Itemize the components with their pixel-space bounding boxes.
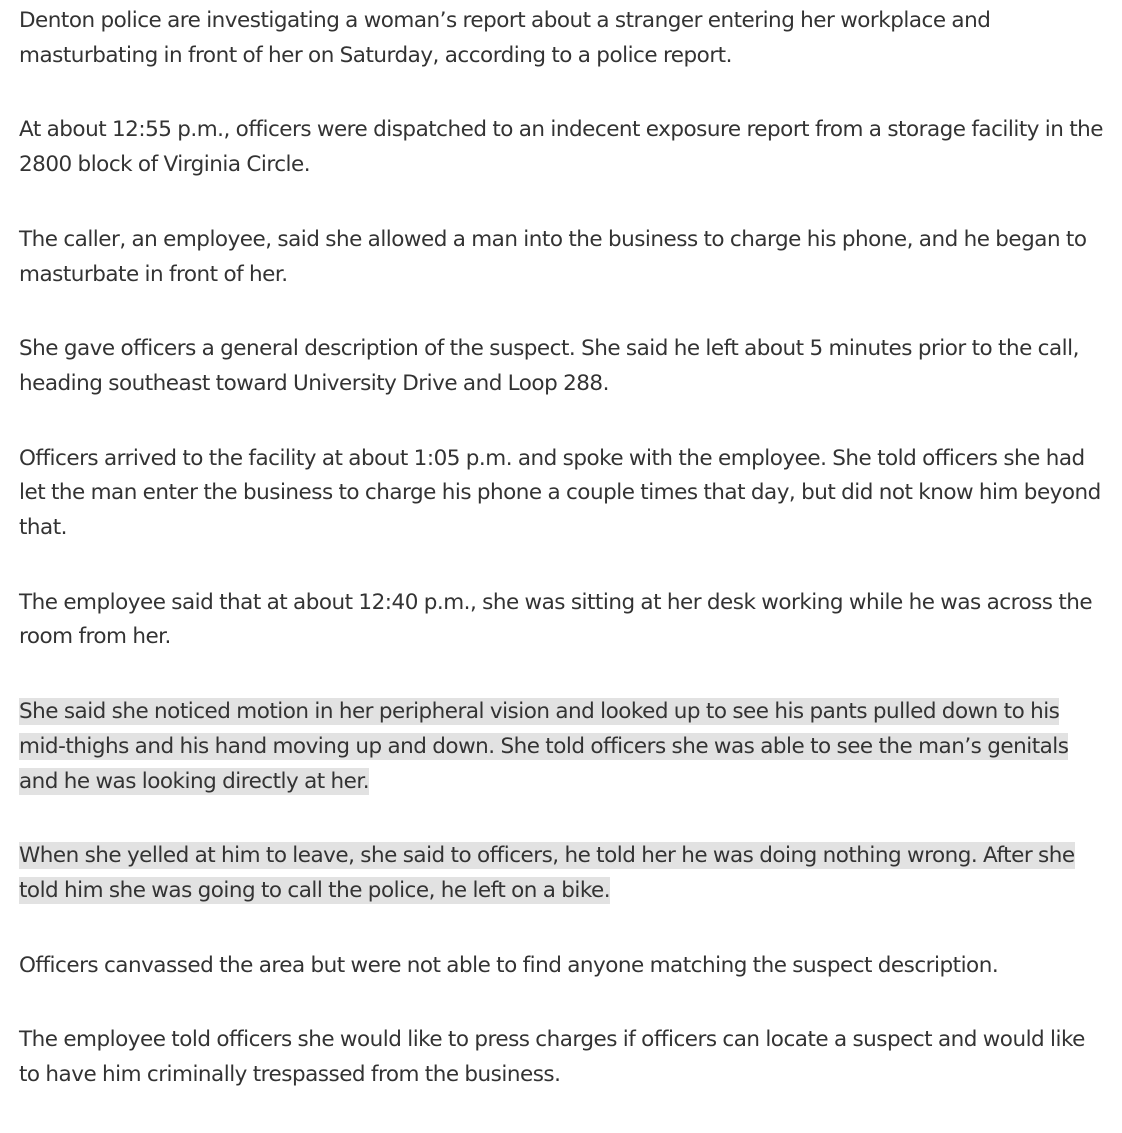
paragraph-text: The caller, an employee, said she allowed a man into the business to charge his phone, and he began to masturbate in front of her.: [19, 226, 1087, 287]
paragraph-text: The employee told officers she would like to press charges if officers can locate a suspect and would like to have him criminally trespassed from the business.: [19, 1027, 1085, 1088]
paragraph: [19, 949, 1109, 984]
paragraph-highlighted: [19, 839, 1109, 908]
highlighted-text[interactable]: When she yelled at him to leave, she said to officers, he told her he was doing nothing wrong. After she told him she was going to call the police, he left on a bike.: [19, 843, 1075, 903]
paragraph: [19, 586, 1109, 655]
paragraph: [19, 113, 1109, 182]
paragraph-text: At about 12:55 p.m., officers were dispatched to an indecent exposure report from a storage facility in the 2800 block of Virginia Circle.: [19, 117, 1104, 178]
highlighted-text[interactable]: She said she noticed motion in her peripheral vision and looked up to see his pants pulled down to his mid-thighs and his hand moving up and down. She told officers she was able to see the man’s genitals and he was looking directly at her.: [19, 699, 1069, 794]
article-body: [19, 4, 1109, 1133]
paragraph-text: The employee said that at about 12:40 p.m., she was sitting at her desk working while he was across the room from her.: [19, 589, 1093, 650]
paragraph: [19, 223, 1109, 292]
paragraph-highlighted: [19, 695, 1109, 799]
paragraph-text: She gave officers a general description of the suspect. She said he left about 5 minutes prior to the call, heading southeast toward University Drive and Loop 288.: [19, 336, 1079, 396]
paragraph-text: Officers arrived to the facility at about 1:05 p.m. and spoke with the employee. She told officers she had let the man enter the business to charge his phone a couple times that day, but did not know him beyond that.: [19, 445, 1101, 541]
paragraph: [19, 442, 1109, 546]
paragraph: [19, 332, 1109, 401]
paragraph: [19, 1023, 1109, 1092]
paragraph: [19, 4, 1109, 73]
paragraph-text: Officers canvassed the area but were not able to find anyone matching the suspect description.: [19, 952, 999, 978]
paragraph-text: Denton police are investigating a woman’s report about a stranger entering her workplace and masturbating in front of her on Saturday, according to a police report.: [19, 8, 991, 68]
